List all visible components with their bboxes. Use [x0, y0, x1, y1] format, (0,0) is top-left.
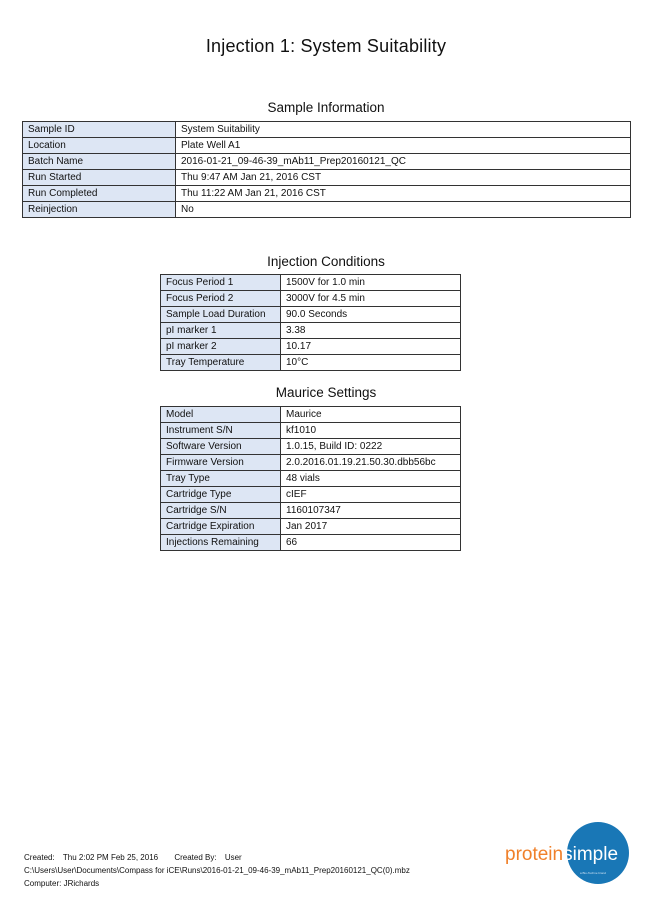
- table-row: [161, 275, 461, 291]
- table-row: [161, 307, 461, 323]
- row-value: System Suitability: [176, 122, 631, 138]
- row-label: Batch Name: [23, 154, 176, 170]
- row-label: Run Completed: [23, 186, 176, 202]
- row-value: cIEF: [281, 487, 461, 503]
- logo-tagline: a Bio-Techne brand: [580, 871, 607, 875]
- table-row: [161, 471, 461, 487]
- row-value: 90.0 Seconds: [281, 307, 461, 323]
- computer-value: JRichards: [63, 879, 100, 888]
- table-row: [161, 455, 461, 471]
- row-value: Maurice: [281, 407, 461, 423]
- table-row: [23, 186, 631, 202]
- sample-information-table: [22, 121, 631, 218]
- row-label: Run Started: [23, 170, 176, 186]
- row-label: Injections Remaining: [161, 535, 281, 551]
- table-row: [161, 355, 461, 371]
- row-value: 1.0.15, Build ID: 0222: [281, 439, 461, 455]
- row-label: Cartridge Expiration: [161, 519, 281, 535]
- maurice-settings-table: [160, 406, 461, 551]
- computer-label: Computer:: [24, 879, 62, 888]
- table-row: [161, 423, 461, 439]
- row-value: 3000V for 4.5 min: [281, 291, 461, 307]
- table-row: [161, 439, 461, 455]
- table-row: [161, 487, 461, 503]
- footer-computer: [24, 879, 99, 888]
- table-row: [161, 407, 461, 423]
- row-value: Thu 9:47 AM Jan 21, 2016 CST: [176, 170, 631, 186]
- created-by-label: Created By:: [174, 853, 217, 862]
- row-value: 2.0.2016.01.19.21.50.30.dbb56bc: [281, 455, 461, 471]
- row-label: Cartridge Type: [161, 487, 281, 503]
- row-label: Tray Type: [161, 471, 281, 487]
- table-row: [161, 323, 461, 339]
- row-label: Location: [23, 138, 176, 154]
- injection-conditions-table: [160, 274, 461, 371]
- row-label: Reinjection: [23, 202, 176, 218]
- row-value: Jan 2017: [281, 519, 461, 535]
- row-value: 3.38: [281, 323, 461, 339]
- row-value: kf1010: [281, 423, 461, 439]
- table-row: [23, 122, 631, 138]
- row-value: 2016-01-21_09-46-39_mAb11_Prep20160121_QC: [176, 154, 631, 170]
- row-value: 1160107347: [281, 503, 461, 519]
- row-value: 66: [281, 535, 461, 551]
- created-by-value: User: [224, 853, 242, 862]
- row-label: Instrument S/N: [161, 423, 281, 439]
- proteinsimple-logo: [505, 822, 630, 884]
- row-value: 1500V for 1.0 min: [281, 275, 461, 291]
- page-title: Injection 1: System Suitability: [205, 36, 447, 56]
- row-label: Focus Period 1: [161, 275, 281, 291]
- table-row: [23, 154, 631, 170]
- footer-created: [24, 853, 242, 862]
- row-label: Firmware Version: [161, 455, 281, 471]
- row-label: Focus Period 2: [161, 291, 281, 307]
- created-value: Thu 2:02 PM Feb 25, 2016: [62, 853, 159, 862]
- row-value: 10°C: [281, 355, 461, 371]
- row-label: pI marker 2: [161, 339, 281, 355]
- row-value: 48 vials: [281, 471, 461, 487]
- created-label: Created:: [24, 853, 55, 862]
- row-label: Software Version: [161, 439, 281, 455]
- logo-text-protein: protein: [505, 844, 564, 865]
- table-row: [161, 291, 461, 307]
- row-value: Plate Well A1: [176, 138, 631, 154]
- maurice-settings-heading: Maurice Settings: [275, 385, 377, 400]
- table-row: [23, 170, 631, 186]
- logo-text-simple: simple: [563, 844, 619, 865]
- row-label: Model: [161, 407, 281, 423]
- table-row: [161, 535, 461, 551]
- row-value: Thu 11:22 AM Jan 21, 2016 CST: [176, 186, 631, 202]
- sample-information-heading: Sample Information: [267, 100, 385, 115]
- row-label: Sample ID: [23, 122, 176, 138]
- row-value: 10.17: [281, 339, 461, 355]
- table-row: [23, 202, 631, 218]
- table-row: [161, 339, 461, 355]
- footer-path: C:\Users\User\Documents\Compass for iCE\Runs\2016-01-21_09-46-39_mAb11_Prep20160121_QC(0).mbz: [24, 866, 410, 875]
- row-value: No: [176, 202, 631, 218]
- injection-conditions-heading: Injection Conditions: [267, 254, 385, 269]
- table-row: [161, 503, 461, 519]
- logo-text: [505, 844, 618, 866]
- row-label: pI marker 1: [161, 323, 281, 339]
- table-row: [161, 519, 461, 535]
- row-label: Sample Load Duration: [161, 307, 281, 323]
- row-label: Cartridge S/N: [161, 503, 281, 519]
- row-label: Tray Temperature: [161, 355, 281, 371]
- table-row: [23, 138, 631, 154]
